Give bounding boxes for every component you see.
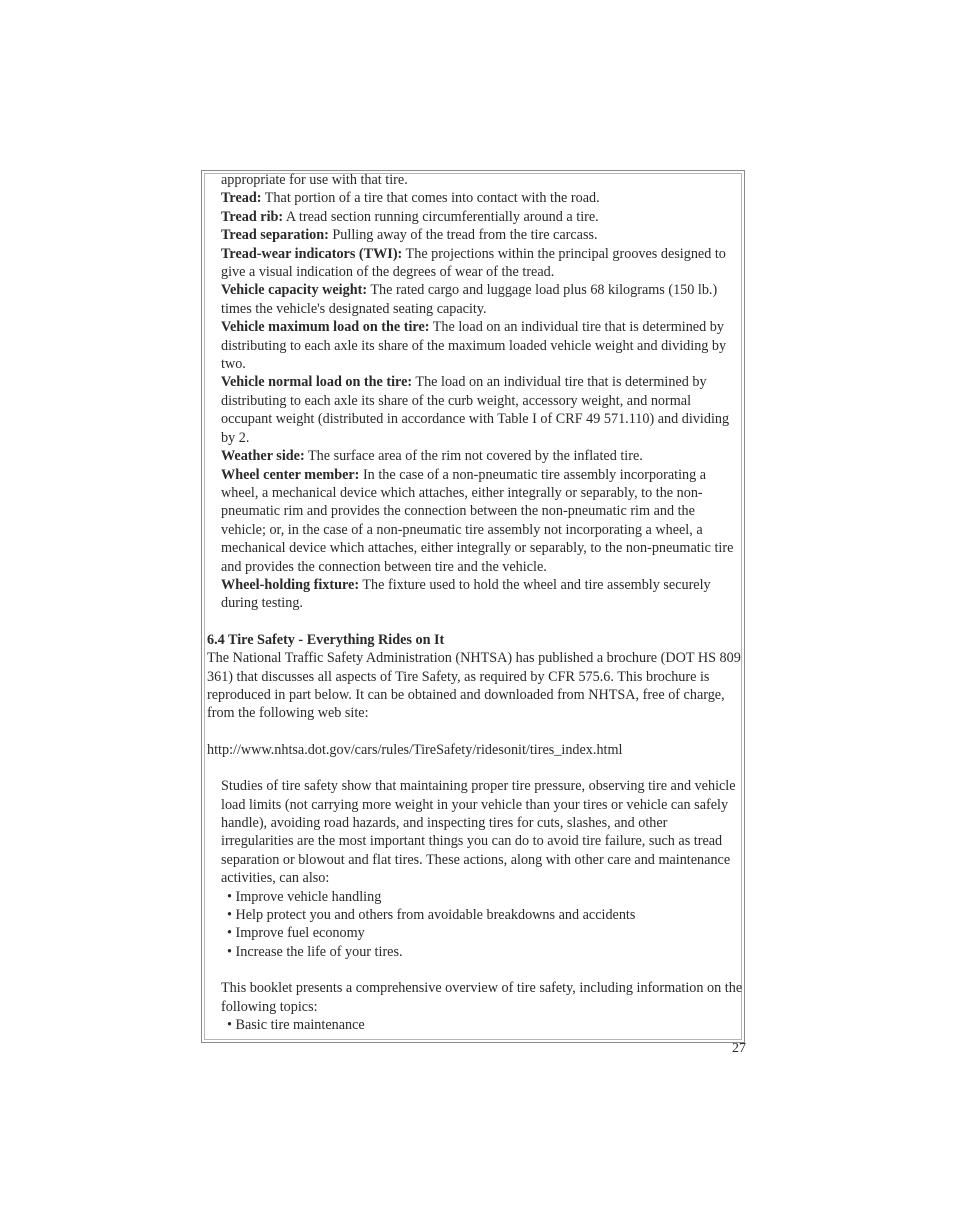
definition-vehicle-capacity-weight: Vehicle capacity weight: The rated cargo and luggage load plus 68 kilograms (150 lb.) times the vehicle's designated seating capacity. [221,282,718,317]
definition-vehicle-maximum-load: Vehicle maximum load on the tire: The load on an individual tire that is determined by distributing to each axle its share of the maximum loaded vehicle weight and dividing by two. [221,319,727,373]
nhtsa-url[interactable]: http://www.nhtsa.dot.gov/cars/rules/TireSafety/ridesonit/tires_index.html [207,741,623,758]
studies-paragraph: Studies of tire safety show that maintaining proper tire pressure, observing tire and vehicle load limits (not carrying more weight in your vehicle than your tires or vehicle can safely handle), avoiding road hazards, and inspecting tires for cuts, slashes, and other irregularities are the most important things you can do to avoid tire failure, such as tread separation or blowout and flat tires. These actions, along with other care and maintenance activities, can also: [221,778,736,887]
definition-weather-side: Weather side: The surface area of the rim not covered by the inflated tire. [221,448,643,465]
section-6-4 [207,631,743,759]
section-intro: The National Traffic Safety Administration (NHTSA) has published a brochure (DOT HS 809 361) that discusses all aspects of Tire Safety, as required by CFR 575.6. This brochure is reproduced in part below. It can be obtained and downloaded from NHTSA, free of charge, from the following web site: [207,650,741,722]
list-item: • Increase the life of your tires. [227,943,403,960]
list-item: • Help protect you and others from avoidable breakdowns and accidents [227,907,636,924]
list-item: • Improve vehicle handling [227,888,382,905]
definition-wheel-center-member: Wheel center member: In the case of a non-pneumatic tire assembly incorporating a wheel, a mechanical device which attaches, either integrally or separably, to the non-pneumatic rim and provides the connection between the non-pneumatic rim and the vehicle; or, in the case of a non-pneumatic tire assembly not incorporating a wheel, a mechanical device which attaches, either integrally or separably, to the non-pneumatic tire and provides the connection between tire and the vehicle. [221,466,734,575]
page-content [207,171,743,1034]
definition-tread-rib: Tread rib: A tread section running circumferentially around a tire. [221,208,599,225]
definition-continuation: appropriate for use with that tire. [221,172,408,188]
definition-tread: Tread: That portion of a tire that comes into contact with the road. [221,190,600,207]
section-title: 6.4 Tire Safety - Everything Rides on It [207,631,445,648]
definition-vehicle-normal-load: Vehicle normal load on the tire: The load on an individual tire that is determined by distributing to each axle its share of the curb weight, accessory weight, and normal occupant weight (distributed in accordance with Table I of CRF 49 571.110) and dividing by 2. [221,374,730,446]
list-item: • Basic tire maintenance [227,1017,365,1034]
booklet-paragraph: This booklet presents a comprehensive overview of tire safety, including information on the following topics: [221,980,743,1015]
definition-wheel-holding-fixture: Wheel-holding fixture: The fixture used to hold the wheel and tire assembly securely during testing. [221,576,711,612]
list-item: • Improve fuel economy [227,925,365,942]
page-number: 27 [732,1041,746,1056]
definition-tread-wear-indicators: Tread-wear indicators (TWI): The projections within the principal grooves designed to give a visual indication of the degrees of wear of the tread. [221,245,726,281]
definition-tread-separation: Tread separation: Pulling away of the tread from the tire carcass. [221,227,598,244]
